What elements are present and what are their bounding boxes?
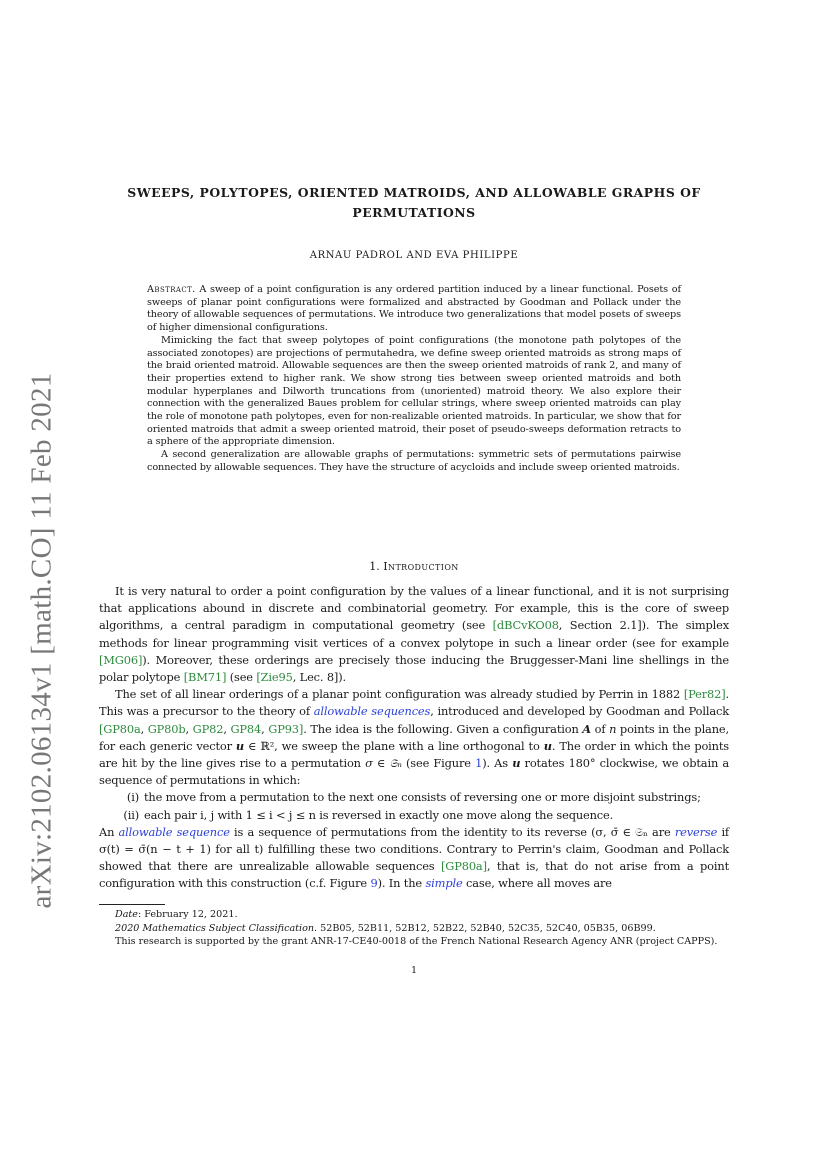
abstract-text-1: A sweep of a point configuration is any ordered partition induced by a linear functional. Posets of sweeps of planar point configurations were formalized and abstracted by Goodman and Pollack under the theory of allowable sequences of permutations. We introduce two generalizations that model posets of sweeps of higher dimensional configurations.	[147, 284, 681, 334]
text-run: ,	[223, 721, 231, 736]
math-symbol: u	[543, 738, 552, 753]
citation-link[interactable]: [BM71]	[183, 670, 227, 685]
list-item	[99, 807, 729, 824]
citation-link[interactable]: [dBCvKO08	[492, 618, 559, 633]
math-symbol: n	[609, 721, 617, 736]
footnote-date-value: : February 12, 2021.	[137, 909, 238, 920]
section-name: Introduction	[383, 560, 459, 573]
citation-link[interactable]: [Per82]	[683, 687, 726, 702]
citation-link[interactable]: GP84	[230, 721, 262, 736]
figure-link[interactable]: 1	[475, 756, 483, 771]
text-run: ,	[185, 721, 193, 736]
text-run: points in the plane, for each generic vector	[99, 721, 729, 753]
term-link[interactable]: reverse	[674, 824, 718, 839]
introduction-body	[99, 583, 729, 893]
citation-link[interactable]: [GP80a]	[440, 859, 487, 874]
list-item-number: (i)	[126, 790, 139, 805]
text-run: The set of all linear orderings of a planar point configuration was already studied by Perrin in 1882	[115, 687, 684, 702]
text-run: ). Moreover, these orderings are precisely those inducing the Bruggesser-Mani line shellings in the polar polytope	[99, 652, 729, 685]
citation-link[interactable]: GP93]	[268, 721, 304, 736]
abstract-paragraph-2: Mimicking the fact that sweep polytopes of point configurations (the monotone path polytopes of the associated zonotopes) are projections of permutahedra, we define sweep oriented matroids as strong maps of the braid oriented matroid. Allowable sequences are then the sweep oriented matroids of rank 2, and many of their properties extend to higher rank. We show strong ties between sweep oriented matroids and both modular hyperplanes and Dilworth truncations from (unoriented) matroid theory. We also explore their connection with the generalized Baues problem for cellular strings, where sweep oriented matroids can play the role of monotone path polytopes, even for non-realizable oriented matroids. In particular, we show that for oriented matroids that admit a sweep oriented matroid, their poset of pseudo-sweeps deformation retracts to a sphere of the appropriate dimension.	[147, 334, 681, 448]
footnote-msc-label: 2020 Mathematics Subject Classification.	[115, 922, 318, 934]
citation-link[interactable]: [Zie95	[256, 670, 293, 685]
footnote-date-label: Date	[115, 909, 138, 920]
section-heading	[96, 560, 732, 573]
footnote-divider	[99, 904, 165, 905]
abstract-label: Abstract.	[147, 284, 196, 295]
text-run: ). In the	[377, 876, 426, 891]
citation-link[interactable]: GP80b	[147, 721, 186, 736]
intro-paragraph-2	[99, 686, 729, 789]
text-run: (see	[226, 670, 257, 685]
citation-link[interactable]: GP82	[192, 721, 224, 736]
footnote-funding: This research is supported by the grant ANR-17-CE40-0018 of the French National Research Agency ANR (project CAPPS).	[115, 936, 718, 947]
footnote-msc-codes: 52B05, 52B11, 52B12, 52B22, 52B40, 52C35, 52C40, 05B35, 06B99.	[317, 922, 656, 934]
arxiv-identifier-stamp	[22, 340, 62, 940]
list-item-number: (ii)	[123, 807, 139, 822]
text-run: , Section 2.1]). The simplex methods for linear programming visit vertices of a convex polytope in such a linear order (see for example	[99, 618, 729, 650]
text-run: if σ(t) = σ̄(n − t + 1) for all t) fulfilling these two conditions. Contrary to Perrin's claim, Goodman and Pollack showed that there are unrealizable allowable sequences	[99, 824, 729, 874]
math-symbol: u	[512, 756, 521, 771]
text-run: An	[99, 824, 119, 839]
abstract-paragraph-3: A second generalization are allowable graphs of permutations: symmetric sets of permutations pairwise connected by allowable sequences. They have the structure of acycloids and include sweep oriented matroids.	[147, 449, 681, 473]
text-run: , introduced and developed by Goodman and Pollack	[430, 704, 729, 719]
arxiv-identifier: arXiv:2102.06134v1 [math.CO] 11 Feb 2021	[25, 371, 58, 909]
text-run: rotates 180° clockwise, we obtain a sequence of permutations in which:	[99, 756, 729, 788]
paper-authors: ARNAU PADROL AND EVA PHILIPPE	[309, 250, 519, 261]
abstract	[147, 284, 681, 475]
page-number: 1	[410, 965, 418, 976]
intro-paragraph-3	[99, 824, 729, 893]
text-run: , that is, that do not arise from a point configuration with this construction (c.f. Figure	[99, 859, 730, 891]
list-item-text: the move from a permutation to the next one consists of reversing one or more disjoint substrings;	[144, 790, 701, 805]
text-run: case, where all moves are	[462, 876, 612, 891]
footnote-msc	[99, 922, 729, 936]
list-item-text: each pair i, j with 1 ≤ i < j ≤ n is reversed in exactly one move along the sequence.	[144, 807, 614, 822]
text-run: . This was a precursor to the theory of	[99, 687, 729, 719]
text-run: ∈ ℝ², we sweep the plane with a line orthogonal to	[244, 738, 544, 753]
citation-link[interactable]: [MG06]	[99, 652, 143, 667]
text-run: . The order in which the points are hit by the line gives rise to a permutation	[99, 738, 729, 771]
abstract-paragraph-1	[147, 284, 681, 335]
paper-title	[96, 183, 732, 223]
math-symbol: A	[582, 721, 591, 736]
text-run: of	[591, 721, 610, 736]
math-symbol: u	[235, 738, 245, 753]
math-symbol: σ ∈ 𝔖ₙ	[365, 756, 402, 771]
text-run: . The idea is the following. Given a configuration	[303, 721, 583, 736]
conditions-list	[99, 789, 729, 823]
text-run: ). As	[482, 756, 513, 771]
intro-paragraph-1	[99, 583, 729, 686]
section-number: 1.	[369, 560, 380, 573]
figure-link[interactable]: 9	[370, 876, 378, 891]
title-line-1: SWEEPS, POLYTOPES, ORIENTED MATROIDS, AND ALLOWABLE GRAPHS OF	[127, 185, 701, 200]
text-run: (see Figure	[401, 756, 476, 771]
text-run: ,	[261, 721, 269, 736]
term-link[interactable]: allowable sequence	[118, 824, 230, 839]
text-run: It is very natural to order a point configuration by the values of a linear functional, and it is not surprising that applications abound in discrete and combinatorial geometry. For example, this is the core of sweep algorithms, a central paradigm in computational geometry (see	[99, 584, 729, 633]
text-run: is a sequence of permutations from the identity to its reverse (σ, σ̄ ∈ 𝔖ₙ are	[229, 824, 675, 839]
term-link[interactable]: allowable sequences	[313, 704, 431, 719]
title-line-2: PERMUTATIONS	[352, 205, 476, 220]
list-item	[99, 789, 729, 806]
text-run: , Lec. 8]).	[292, 670, 346, 685]
text-run: ,	[140, 721, 148, 736]
footnote-date	[99, 908, 729, 922]
citation-link[interactable]: [GP80a	[99, 721, 141, 736]
footnotes	[99, 908, 729, 949]
term-link[interactable]: simple	[425, 876, 463, 891]
